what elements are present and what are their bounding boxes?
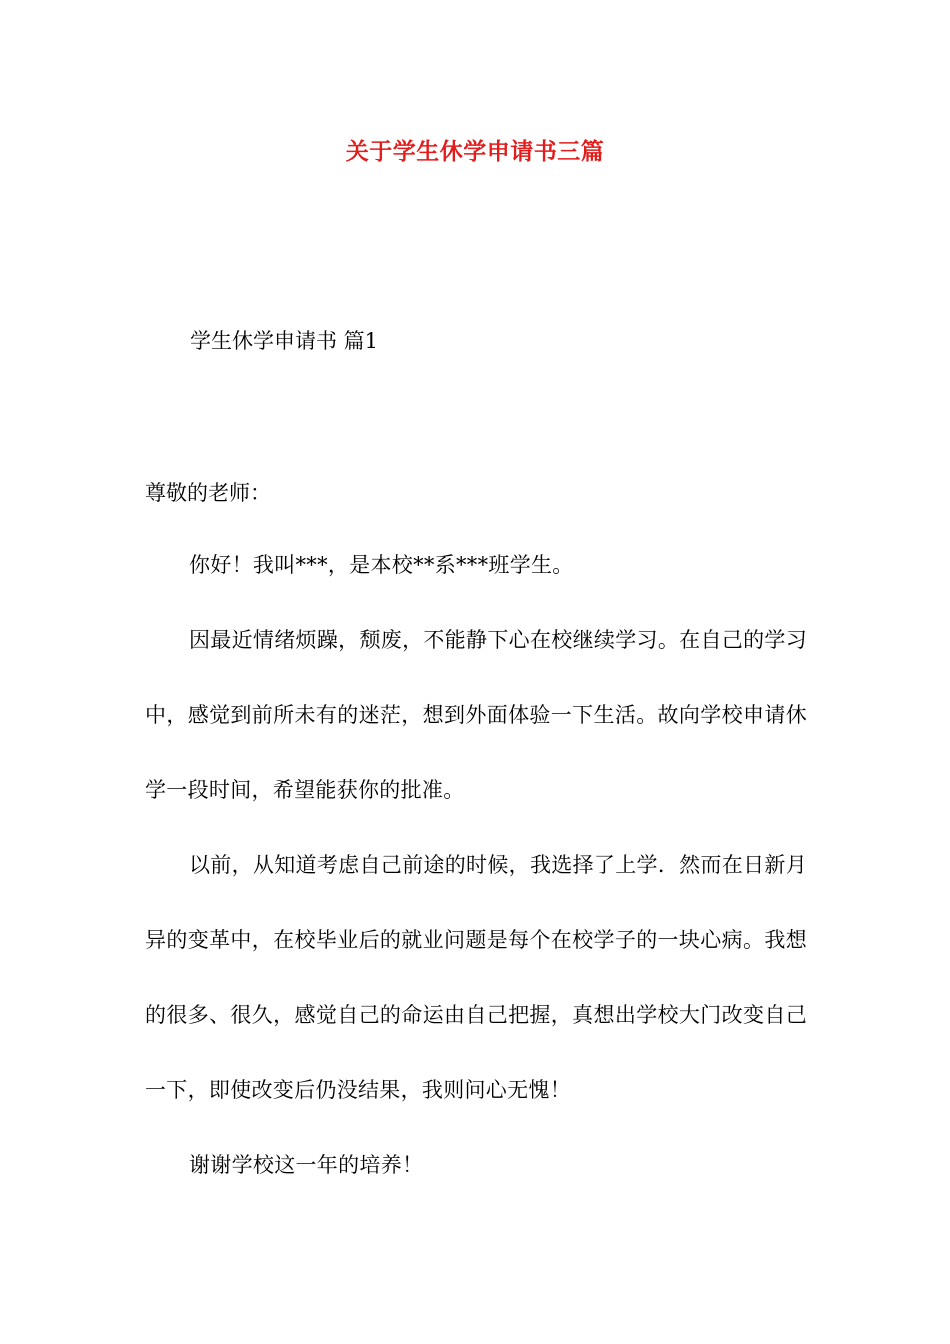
paragraph-thanks: 谢谢学校这一年的培养！ [189, 1153, 424, 1177]
paragraph-greeting: 你好！我叫***，是本校**系***班学生。 [189, 553, 574, 577]
section-heading: 学生休学申请书 篇1 [190, 329, 379, 353]
paragraph-reason: 因最近情绪烦躁，颓废，不能静下心在校继续学习。在自己的学习中，感觉到前所未有的迷茫，想到外面体验一下生活。故向学校申请休学一段时间，希望能获你的批准。 [145, 628, 807, 802]
paragraph-background: 以前，从知道考虑自己前途的时候，我选择了上学．然而在日新月异的变革中，在校毕业后的就业问题是每个在校学子的一块心病。我想的很多、很久，感觉自己的命运由自己把握，真想出学校大门改变自己一下，即使改变后仍没结果，我则问心无愧！ [145, 853, 807, 1102]
salutation: 尊敬的老师： [145, 481, 271, 505]
document-title: 关于学生休学申请书三篇 [345, 138, 605, 165]
